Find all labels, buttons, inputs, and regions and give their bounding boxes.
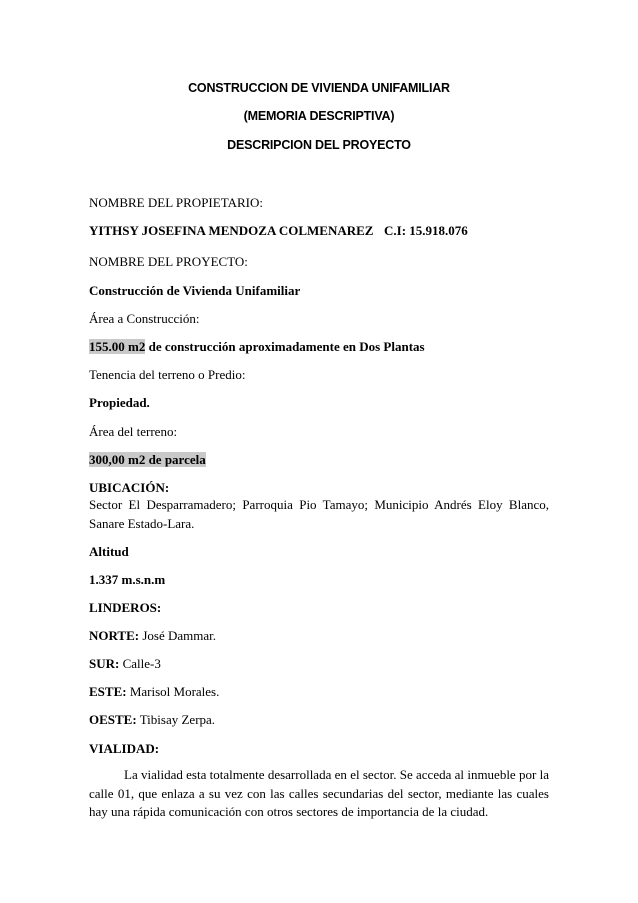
land-area-highlight: 300,00 m2 de parcela	[89, 452, 206, 467]
construction-area-label: Área a Construcción:	[89, 311, 200, 326]
boundary-west	[89, 712, 215, 727]
altitude-label: Altitud	[89, 544, 129, 559]
boundary-south	[89, 656, 161, 671]
tenure-label: Tenencia del terreno o Predio:	[89, 367, 246, 382]
construction-area-value	[89, 339, 425, 354]
roads-label: VIALIDAD:	[89, 741, 160, 756]
boundary-south-dir: SUR:	[89, 656, 120, 671]
boundary-west-dir: OESTE:	[89, 712, 137, 727]
owner-name: YITHSY JOSEFINA MENDOZA COLMENAREZ	[89, 223, 374, 238]
boundary-north-dir: NORTE:	[89, 628, 140, 643]
altitude-value: 1.337 m.s.n.m	[89, 572, 166, 587]
roads-text: La vialidad esta totalmente desarrollada en el sector. Se acceda al inmueble por la calle 01, que enlaza a su vez con las calles secundarias del sector, mediante las cuales hay una rápida comunicación con otros sectores de importancia de la ciudad.	[89, 767, 549, 819]
section-heading: DESCRIPCION DEL PROYECTO	[227, 138, 411, 152]
location-text: Sector El Desparramadero; Parroquia Pio Tamayo; Municipio Andrés Eloy Blanco, Sanare Estado-Lara.	[89, 497, 549, 531]
location-label: UBICACIÓN:	[89, 480, 170, 495]
construction-area-highlight: 155.00 m2	[89, 339, 146, 354]
owner-ci: C.I: 15.918.076	[384, 223, 468, 238]
project-label: NOMBRE DEL PROYECTO:	[89, 254, 248, 269]
boundary-north-value: José Dammar.	[139, 628, 217, 643]
document-subtitle: (MEMORIA DESCRIPTIVA)	[243, 109, 395, 123]
construction-area-detail: de construcción aproximadamente en Dos Plantas	[145, 339, 425, 354]
land-area-value	[89, 452, 206, 467]
boundary-north	[89, 628, 216, 643]
boundaries-label: LINDEROS:	[89, 600, 162, 615]
boundary-east	[89, 684, 219, 699]
boundary-east-dir: ESTE:	[89, 684, 127, 699]
boundary-east-value: Marisol Morales.	[126, 684, 220, 699]
boundary-west-value: Tibisay Zerpa.	[136, 712, 216, 727]
document-title: CONSTRUCCION DE VIVIENDA UNIFAMILIAR	[188, 81, 450, 95]
owner-label: NOMBRE DEL PROPIETARIO:	[89, 195, 263, 210]
boundary-south-value: Calle-3	[119, 656, 161, 671]
tenure-value: Propiedad.	[89, 395, 150, 410]
land-area-label: Área del terreno:	[89, 424, 178, 439]
project-name: Construcción de Vivienda Unifamiliar	[89, 283, 301, 298]
